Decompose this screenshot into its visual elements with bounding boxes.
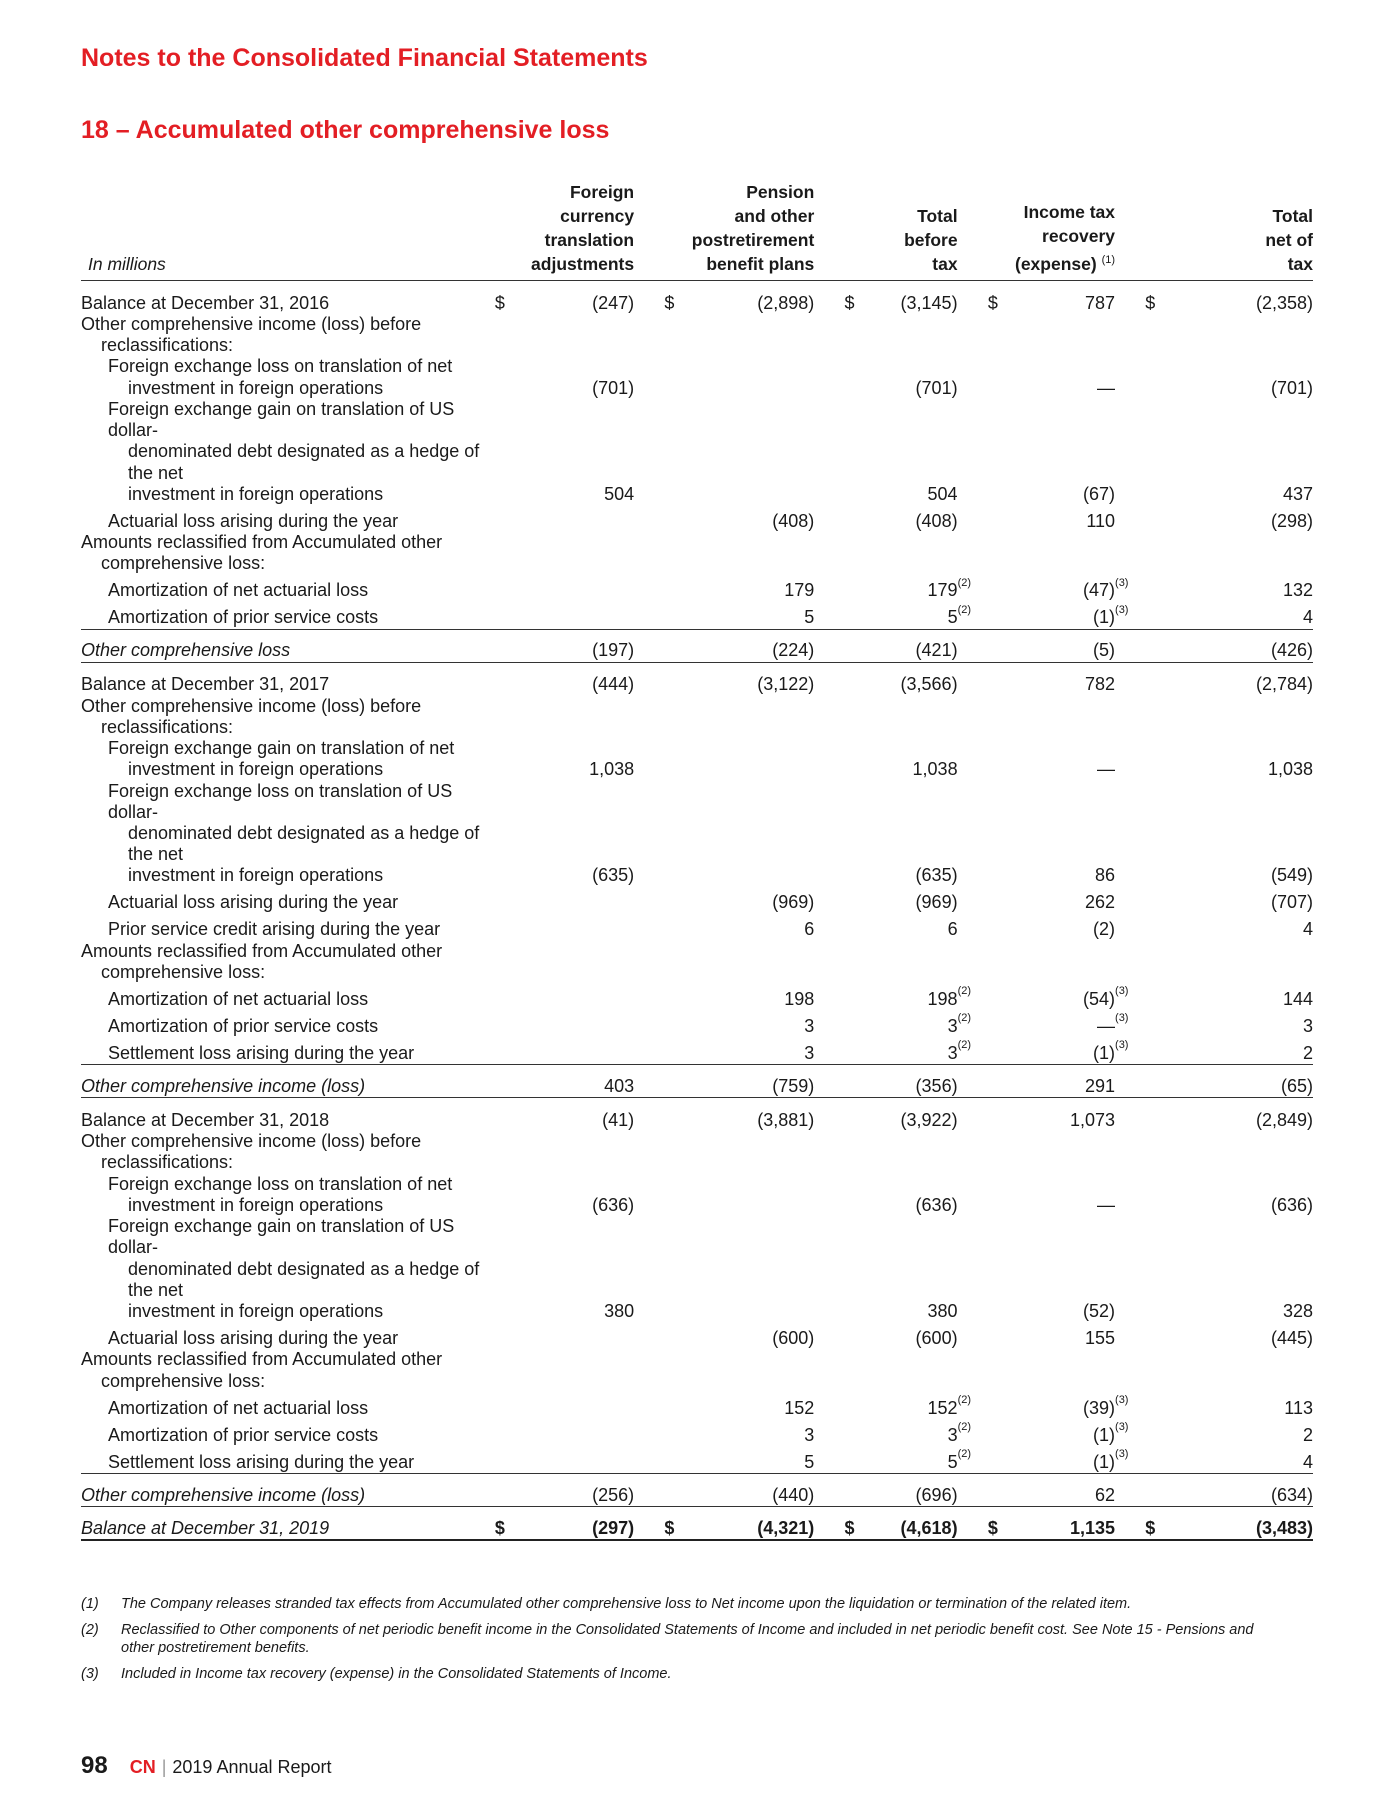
table-row-amort-prior-2018: Amortization of prior service costs 3 3 (2) — (3) 3 bbox=[108, 1012, 1313, 1036]
page-header: Notes to the Consolidated Financial Statements bbox=[81, 44, 648, 72]
footnote-1: (1) The Company releases stranded tax effects from Accumulated other comprehensive loss to Net income upon the liquidation or termination of the related item. bbox=[81, 1596, 1132, 1612]
table-row-settlement-2019: Settlement loss arising during the year 5 5 (2) (1) (3) 4 bbox=[108, 1447, 1313, 1472]
table-row-amort-actuarial-2019: Amortization of net actuarial loss 152 152 (2) (39) (3) 113 bbox=[108, 1393, 1313, 1418]
footnote-2: (2) Reclassified to Other components of net periodic benefit income in the Consolidated Statements of Income and included in net periodic benefit cost. See Note 15 - Pensions and other postretirement benefits. bbox=[81, 1622, 1254, 1656]
header-income-tax: Income tax recovery (expense) $^{(1)}$ bbox=[1014, 180, 1115, 281]
page-number: 98 bbox=[81, 1752, 108, 1779]
table-row-amort-prior-2017: Amortization of prior service costs 5 5 (2) (1) (3) 4 bbox=[108, 603, 1313, 628]
table-row-reclass-2017: Amounts reclassified from Accumulated other comprehensive loss: bbox=[81, 532, 443, 574]
table-row-oci-before-2018: Other comprehensive income (loss) before reclassifications: bbox=[81, 695, 422, 737]
table-row-prior-credit-2018: Prior service credit arising during the year 6 6 (2) 4 bbox=[108, 919, 1313, 940]
page-footer bbox=[81, 1752, 332, 1780]
footnote-3: (3) Included in Income tax recovery (expense) in the Consolidated Statements of Income. bbox=[81, 1666, 672, 1682]
header-total-before-tax: Total before tax bbox=[871, 180, 958, 281]
header-note-1: (1) bbox=[1101, 254, 1116, 267]
table-row-ocl-2017: Other comprehensive loss (197) (224) (421) (5) (426) bbox=[81, 629, 1313, 662]
header-total-net: Total net of tax bbox=[1172, 180, 1313, 281]
header-row bbox=[81, 180, 1313, 281]
table-row-balance-2016: Balance at December 31, 2016 $ (247) $ (2,898) $ (3,145) $ 787 $ (2,358) bbox=[81, 292, 1313, 313]
table-row-actuarial-2019: Actuarial loss arising during the year (600) (600) 155 (445) bbox=[108, 1328, 1313, 1349]
report-title: 2019 Annual Report bbox=[172, 1757, 332, 1777]
header-fx-translation: Foreign currency translation adjustments bbox=[521, 180, 634, 281]
footnotes bbox=[81, 1595, 1261, 1691]
table-row-balance-2018: Balance at December 31, 2018 (41) (3,881) (3,922) 1,073 (2,849) bbox=[81, 1109, 1313, 1130]
table-row-balance-2019: Balance at December 31, 2019 $ (297) $ (4,321) $ (4,618) $ 1,135 $ (3,483) bbox=[81, 1506, 1313, 1540]
table-row-amort-prior-2019: Amortization of prior service costs 3 3 (2) (1) (3) 2 bbox=[108, 1420, 1313, 1445]
table-row-fx-loss-2019: Foreign exchange loss on translation of net investment in foreign operations (636) (636) — (636) bbox=[108, 1173, 1313, 1215]
table-row-actuarial-2017: Actuarial loss arising during the year (408) (408) 110 (298) bbox=[108, 510, 1313, 531]
table-row-balance-2017: Balance at December 31, 2017 (444) (3,122) (3,566) 782 (2,784) bbox=[81, 674, 1313, 695]
table-row-settlement-2018: Settlement loss arising during the year 3 3 (2) (1) (3) 2 bbox=[108, 1039, 1313, 1063]
table-row-actuarial-2018: Actuarial loss arising during the year (969) (969) 262 (707) bbox=[108, 892, 1313, 913]
table-row-fx-loss-2018: Foreign exchange loss on translation of US dollar- denominated debt designated as a hedge of the net investment in foreign operations (635) (635) 86 (549) bbox=[108, 780, 1313, 886]
table-row-reclass-2019: Amounts reclassified from Accumulated other comprehensive loss: bbox=[81, 1349, 443, 1391]
table-row-fx-gain-2017: Foreign exchange gain on translation of US dollar- denominated debt designated as a hedge of the net investment in foreign operations 504 504 (67) 437 bbox=[108, 398, 1313, 504]
table-row-oci-2019: Other comprehensive income (loss) (256) (440) (696) 62 (634) bbox=[81, 1473, 1313, 1506]
table-row-fx-loss-2017: Foreign exchange loss on translation of net investment in foreign operations (701) (701) — (701) bbox=[108, 356, 1313, 398]
header-in-millions: In millions bbox=[81, 180, 495, 281]
section-title: 18 – Accumulated other comprehensive loss bbox=[81, 116, 610, 144]
footer-separator: | bbox=[161, 1757, 167, 1777]
table-row-fx-gain-2018: Foreign exchange gain on translation of net investment in foreign operations 1,038 1,038 — 1,038 bbox=[108, 738, 1313, 780]
table-row-oci-2018: Other comprehensive income (loss) 403 (759) (356) 291 (65) bbox=[81, 1065, 1313, 1098]
table-row-reclass-2018: Amounts reclassified from Accumulated other comprehensive loss: bbox=[81, 940, 443, 982]
table-row-oci-before-2019: Other comprehensive income (loss) before reclassifications: bbox=[81, 1131, 422, 1173]
table-row-fx-gain-2019: Foreign exchange gain on translation of US dollar- denominated debt designated as a hedge of the net investment in foreign operations 380 380 (52) 328 bbox=[108, 1216, 1313, 1322]
header-pension: Pension and other postretirement benefit plans bbox=[691, 180, 815, 281]
table-row-amort-actuarial-2018: Amortization of net actuarial loss 198 198 (2) (54) (3) 144 bbox=[108, 985, 1313, 1009]
table-row-oci-before-2017: Other comprehensive income (loss) before reclassifications: bbox=[81, 314, 422, 356]
brand-logo-text: CN bbox=[129, 1757, 156, 1777]
table-row-amort-actuarial-2017: Amortization of net actuarial loss 179 179 (2) (47) (3) 132 bbox=[108, 576, 1313, 601]
aoci-table bbox=[81, 180, 1313, 1541]
